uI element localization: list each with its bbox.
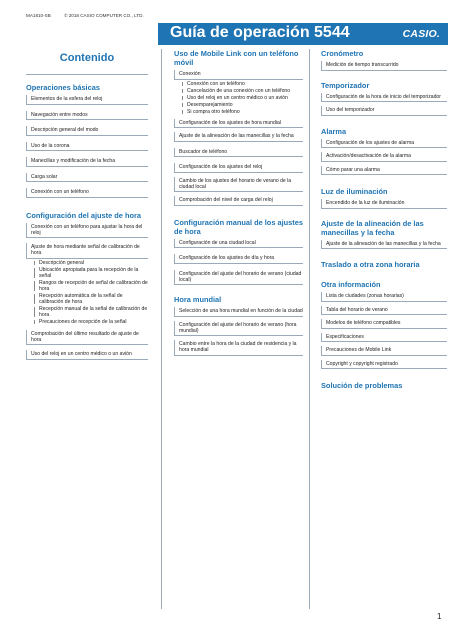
toc-item[interactable]: Uso de la corona — [26, 142, 148, 152]
toc-item[interactable]: Ajuste de hora mediante señal de calibración de hora — [26, 243, 148, 259]
column-divider — [161, 49, 162, 609]
toc-item[interactable]: Descripción general del modo — [26, 126, 148, 136]
toc-column-2 — [174, 49, 303, 356]
toc-item[interactable]: Configuración de los ajustes de hora mundial — [174, 119, 303, 129]
toc-item[interactable]: Cambio de los ajustes del horario de verano de la ciudad local — [174, 177, 303, 193]
divider — [26, 74, 148, 75]
toc-item[interactable]: Configuración del ajuste del horario de verano (hora mundial) — [174, 321, 303, 337]
copyright-notice: © 2018 CASIO COMPUTER CO., LTD. — [64, 13, 144, 18]
toc-subitem[interactable]: Recepción manual de la señal de calibración de hora — [34, 306, 148, 318]
toc-item[interactable]: Configuración de los ajustes del reloj — [174, 163, 303, 173]
section-heading[interactable]: Alarma — [321, 126, 347, 136]
toc-item[interactable]: Uso del reloj en un centro médico o un avión — [26, 350, 148, 360]
toc-item[interactable]: Activación/desactivación de la alarma — [321, 152, 447, 162]
section-heading[interactable]: Operaciones básicas — [26, 83, 100, 92]
toc-item[interactable]: Configuración de una ciudad local — [174, 239, 303, 249]
toc-item[interactable]: Ajuste de la alineación de las manecillas y la fecha — [321, 240, 447, 250]
toc-subitem[interactable]: Rangos de recepción de señal de calibración de hora — [34, 280, 148, 292]
toc-subitem[interactable]: Desemparejamiento — [182, 102, 303, 108]
toc-item[interactable]: Tabla del horario de verano — [321, 306, 447, 316]
toc-item[interactable]: Comprobación del nivel de carga del reloj — [174, 196, 303, 206]
toc-item[interactable]: Modelos de teléfono compatibles — [321, 319, 447, 329]
toc-item[interactable]: Elementos de la esfera del reloj — [26, 95, 148, 105]
section-heading[interactable]: Configuración del ajuste de hora — [26, 210, 141, 220]
toc-item[interactable]: Configuración de la hora de inicio del temporizador — [321, 93, 447, 103]
document-code: MA1810-SB — [26, 13, 51, 18]
page-number: 1 — [437, 612, 442, 621]
toc-item[interactable]: Cómo parar una alarma — [321, 166, 447, 176]
toc-subitem[interactable]: Precauciones de recepción de la señal — [34, 319, 148, 325]
section-heading[interactable]: Temporizador — [321, 80, 370, 90]
casio-logo: CASIO. — [402, 28, 440, 40]
section-heading[interactable]: Configuración manual de los ajustes de hora — [174, 217, 303, 236]
section-heading[interactable]: Otra información — [321, 280, 381, 289]
toc-item[interactable]: Especificaciones — [321, 333, 447, 343]
section-heading[interactable]: Cronómetro — [321, 49, 364, 58]
toc-item[interactable]: Configuración del ajuste del horario de verano (ciudad local) — [174, 270, 303, 286]
toc-item[interactable]: Comprobación del último resultado de ajuste de hora — [26, 330, 148, 346]
toc-subitem[interactable]: Si compra otro teléfono — [182, 109, 303, 115]
toc-item[interactable]: Conexión con un teléfono — [26, 188, 148, 198]
toc-item[interactable]: Conexión con un teléfono para ajustar la hora del reloj — [26, 223, 148, 239]
toc-item[interactable]: Encendido de la luz de iluminación — [321, 199, 447, 209]
toc-item[interactable]: Precauciones de Mobile Link — [321, 346, 447, 356]
toc-subitem[interactable]: Ubicación apropiada para la recepción de la señal — [34, 267, 148, 279]
toc-item[interactable]: Configuración de los ajustes de alarma — [321, 139, 447, 149]
toc-column-3 — [321, 49, 447, 390]
section-heading[interactable]: Ajuste de la alineación de las manecillas y la fecha — [321, 218, 424, 237]
toc-subitem[interactable]: Cancelación de una conexión con un teléfono — [182, 88, 303, 94]
toc-item[interactable]: Uso del temporizador — [321, 106, 447, 116]
column-divider — [309, 49, 310, 609]
toc-column-1 — [26, 49, 148, 360]
toc-item[interactable]: Medición de tiempo transcurrido — [321, 61, 447, 71]
toc-item[interactable]: Manecillas y modificación de la fecha — [26, 157, 148, 167]
toc-item[interactable]: Ajuste de la alineación de las manecillas y la fecha — [174, 132, 303, 142]
toc-item[interactable]: Conexión — [174, 70, 303, 80]
toc-item[interactable]: Buscador de teléfono — [174, 148, 303, 158]
section-heading[interactable]: Traslado a otra zona horaria — [321, 260, 420, 269]
contents-heading: Contenido — [59, 52, 115, 64]
section-heading[interactable]: Solución de problemas — [321, 381, 403, 390]
toc-item[interactable]: Navegación entre modos — [26, 111, 148, 121]
toc-item[interactable]: Selección de una hora mundial en función de la ciudad — [174, 307, 303, 317]
toc-item[interactable]: Copyright y copyright registrado — [321, 360, 447, 370]
title-banner — [158, 23, 448, 45]
toc-item[interactable]: Carga solar — [26, 173, 148, 183]
section-heading[interactable]: Luz de iluminación — [321, 187, 388, 196]
toc-subitem[interactable]: Conexión con un teléfono — [182, 81, 303, 87]
toc-subitem[interactable]: Descripción general — [34, 260, 148, 266]
section-heading[interactable]: Uso de Mobile Link con un teléfono móvil — [174, 49, 299, 67]
toc-subitem[interactable]: Recepción automática de la señal de calibración de hora — [34, 293, 148, 305]
page-title: Guía de operación 5544 — [170, 24, 350, 41]
section-heading[interactable]: Hora mundial — [174, 295, 222, 304]
toc-item[interactable]: Cambio entre la hora de la ciudad de residencia y la hora mundial — [174, 340, 303, 356]
toc-subitem[interactable]: Uso del reloj en un centro médico o un avión — [182, 95, 303, 101]
toc-item[interactable]: Lista de ciudades (zonas horarias) — [321, 292, 447, 302]
document-meta — [26, 13, 156, 18]
toc-item[interactable]: Configuración de los ajustes de día y hora — [174, 254, 303, 264]
